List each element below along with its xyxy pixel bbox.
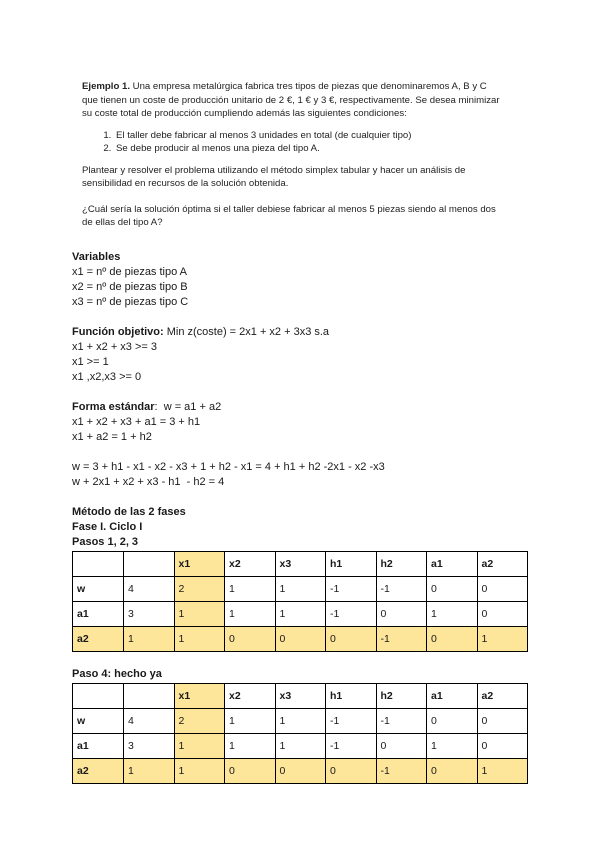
header-cell: h2: [376, 552, 427, 577]
table-cell: -1: [326, 602, 377, 627]
header-cell: [124, 552, 175, 577]
w-equation: w + 2x1 + x2 + x3 - h1 - h2 = 4: [72, 476, 225, 488]
table-cell: 3: [124, 734, 175, 759]
objective-line: [72, 325, 542, 340]
constraint-line: x1 ,x2,x3 >= 0: [72, 371, 142, 383]
condition-item: 1. El taller debe fabricar al menos 3 unidades en total (de cualquier tipo): [114, 129, 502, 143]
standard-form-line: [72, 400, 542, 415]
method-title: Método de las 2 fases: [72, 506, 186, 518]
table-cell: 0: [477, 577, 528, 602]
table-cell-pivot: 1: [174, 759, 225, 784]
table-cell: 1: [225, 709, 276, 734]
table-cell-pivot-column: 2: [174, 577, 225, 602]
table-cell: 0: [225, 759, 276, 784]
table-cell: 1: [275, 734, 326, 759]
table-cell: 1: [225, 577, 276, 602]
standard-form-equation: x1 + a2 = 1 + h2: [72, 431, 152, 443]
header-cell: a1: [427, 684, 478, 709]
tableau-row-pivot: [73, 627, 528, 652]
tableau-row: [73, 602, 528, 627]
table-cell: -1: [376, 577, 427, 602]
header-cell: a1: [427, 552, 478, 577]
variables-title: Variables: [72, 251, 121, 263]
example-intro: Una empresa metalúrgica fabrica tres tipos de piezas que denominaremos A, B y C que tienen un coste de producción unitario de 2 €, 1 € y 3 €, respectivamente. Se desea minimizar su coste total de producción cumpliendo además las siguientes condiciones:: [82, 81, 500, 119]
table-cell: 1: [124, 627, 175, 652]
objective-label: Función objetivo:: [72, 326, 164, 338]
example-label: Ejemplo 1.: [82, 81, 130, 92]
table-cell: 0: [275, 627, 326, 652]
row-label: a1: [73, 602, 124, 627]
table-cell: 0: [427, 709, 478, 734]
row-label: a1: [73, 734, 124, 759]
condition-item: 2. Se debe producir al menos una pieza del tipo A.: [114, 142, 502, 156]
table-cell: 1: [477, 759, 528, 784]
table-cell-pivot: 1: [174, 627, 225, 652]
variable-item: x1 = nº de piezas tipo A: [72, 266, 188, 278]
steps-title: Pasos 1, 2, 3: [72, 536, 139, 548]
header-cell: x3: [275, 552, 326, 577]
header-cell: [124, 684, 175, 709]
table-cell: -1: [326, 709, 377, 734]
simplex-tableau-step4: [72, 683, 528, 784]
conditions-list: [82, 129, 502, 156]
header-cell: h1: [326, 552, 377, 577]
table-cell: 1: [477, 627, 528, 652]
row-label: w: [73, 577, 124, 602]
table-cell: 3: [124, 602, 175, 627]
tableau-row-pivot: [73, 759, 528, 784]
header-cell: x2: [225, 684, 276, 709]
standard-form-equation: x1 + x2 + x3 + a1 = 3 + h1: [72, 416, 201, 428]
row-label: a2: [73, 627, 124, 652]
table-cell: 0: [326, 627, 377, 652]
table-cell: -1: [376, 759, 427, 784]
header-cell: [73, 684, 124, 709]
table-cell: -1: [326, 577, 377, 602]
constraint-line: x1 + x2 + x3 >= 3: [72, 341, 158, 353]
header-cell-pivot-column: x1: [174, 684, 225, 709]
tableau-header-row: [73, 552, 528, 577]
step4-title: Paso 4: hecho ya: [72, 668, 162, 680]
table-cell: 0: [376, 602, 427, 627]
header-cell: a2: [477, 684, 528, 709]
standard-form-label: Forma estándar: [72, 401, 155, 413]
tableau-row: [73, 709, 528, 734]
tableau-row: [73, 577, 528, 602]
w-equation: w = 3 + h1 - x1 - x2 - x3 + 1 + h2 - x1 = 4 + h1 + h2 -2x1 - x2 -x3: [72, 461, 385, 473]
table-cell: -1: [326, 734, 377, 759]
phase-title: Fase I. Ciclo I: [72, 521, 143, 533]
variable-item: x3 = nº de piezas tipo C: [72, 296, 189, 308]
table-cell: 1: [225, 734, 276, 759]
header-cell: h2: [376, 684, 427, 709]
table-cell: 0: [225, 627, 276, 652]
header-cell-pivot-column: x1: [174, 552, 225, 577]
row-label: w: [73, 709, 124, 734]
example-statement: [82, 80, 502, 230]
table-cell: 1: [275, 577, 326, 602]
example-paragraph: [82, 80, 502, 121]
header-cell: [73, 552, 124, 577]
table-cell-pivot-column: 2: [174, 709, 225, 734]
objective-expr: Min z(coste) = 2x1 + x2 + 3x3 s.a: [163, 326, 330, 338]
table-cell: 1: [275, 602, 326, 627]
table-cell: 0: [275, 759, 326, 784]
header-cell: x2: [225, 552, 276, 577]
table-cell: 1: [427, 602, 478, 627]
variable-item: x2 = nº de piezas tipo B: [72, 281, 188, 293]
tableau-header-row: [73, 684, 528, 709]
tableau-row: [73, 734, 528, 759]
table-cell: 1: [275, 709, 326, 734]
simplex-tableau: [72, 551, 528, 652]
table-cell: 1: [225, 602, 276, 627]
table-cell: -1: [376, 709, 427, 734]
solution-body: [72, 250, 542, 784]
table-cell: 1: [427, 734, 478, 759]
table-cell: 0: [477, 734, 528, 759]
header-cell: h1: [326, 684, 377, 709]
table-cell-pivot-column: 1: [174, 734, 225, 759]
table-cell: 4: [124, 709, 175, 734]
row-label: a2: [73, 759, 124, 784]
header-cell: a2: [477, 552, 528, 577]
table-cell: 0: [376, 734, 427, 759]
table-cell: 0: [477, 709, 528, 734]
table-cell: 0: [427, 577, 478, 602]
table-cell-pivot-column: 1: [174, 602, 225, 627]
constraint-line: x1 >= 1: [72, 356, 109, 368]
table-cell: 1: [124, 759, 175, 784]
table-cell: 0: [427, 759, 478, 784]
table-cell: 0: [326, 759, 377, 784]
table-cell: 0: [427, 627, 478, 652]
task-paragraph: Plantear y resolver el problema utilizando el método simplex tabular y hacer un análisis de sensibilidad en recursos de la solución obtenida.: [82, 164, 466, 189]
table-cell: 0: [477, 602, 528, 627]
table-cell: -1: [376, 627, 427, 652]
table-cell: 4: [124, 577, 175, 602]
header-cell: x3: [275, 684, 326, 709]
question-paragraph: ¿Cuál sería la solución óptima si el taller debiese fabricar al menos 5 piezas siendo al menos dos de ellas del tipo A?: [82, 203, 496, 228]
standard-form-expr: : w = a1 + a2: [154, 401, 222, 413]
